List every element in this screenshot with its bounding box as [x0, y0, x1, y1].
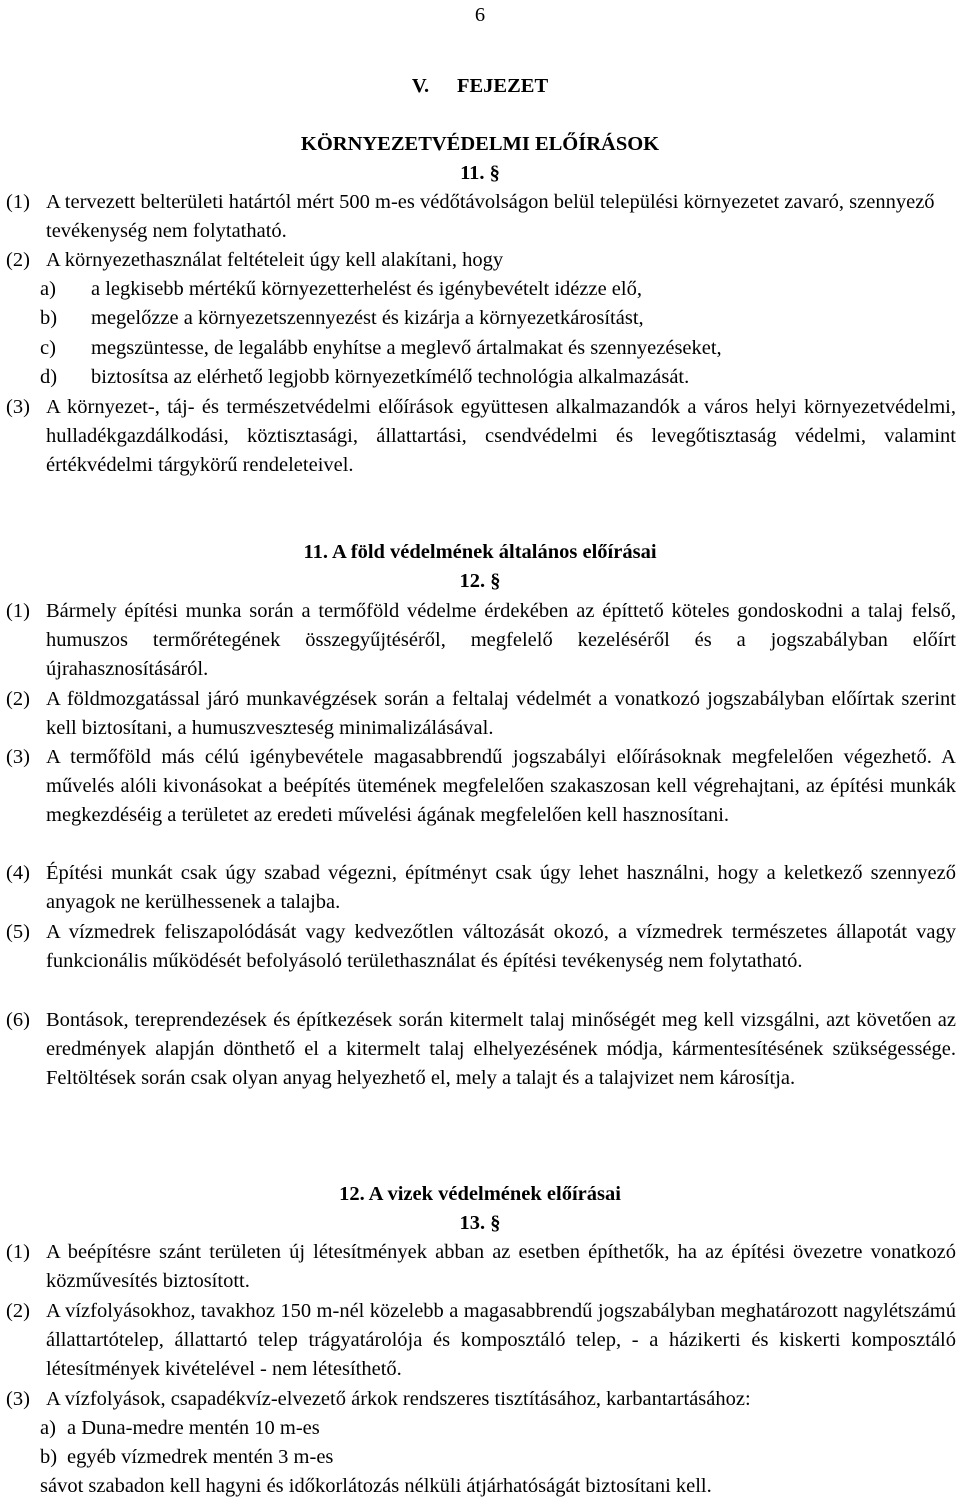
para-number: (2)	[6, 249, 30, 271]
item-label: a)	[40, 278, 56, 300]
para-number: (4)	[6, 862, 30, 884]
list-item	[40, 363, 940, 392]
para-number: (5)	[6, 921, 30, 943]
para-number: (1)	[6, 1241, 30, 1263]
para-number: (3)	[6, 746, 30, 768]
item-text: a Duna-medre mentén 10 m-es	[67, 1417, 320, 1439]
para-text: A termőföld más célú igénybevétele magasabbrendű jogszabályi előírásoknak megfelelően végezhető. A művelés alóli kivonásokat a beépítés ütemének megfelelően szakaszosan kell végrehajtani, az építési munkák megkezdéséig a területet az eredeti művelési ágának megfelelően kell hasznosítani.	[46, 746, 956, 826]
item-text: egyéb vízmedrek mentén 3 m-es	[67, 1446, 334, 1468]
para-number: (3)	[6, 396, 30, 418]
main-heading: KÖRNYEZETVÉDELMI ELŐÍRÁSOK	[300, 133, 660, 155]
chapter-title: FEJEZET	[456, 75, 549, 97]
item-label: b)	[40, 1446, 58, 1468]
s13-para-3	[6, 1385, 956, 1414]
page-number: 6	[474, 4, 486, 26]
para-text: Építési munkát csak úgy szabad végezni, építményt csak úgy lehet használni, hogy a keletkező szennyező anyagok ne kerülhessenek a talajba.	[46, 862, 956, 913]
item-label: c)	[40, 337, 56, 359]
para-text: A földmozgatással járó munkavégzések során a feltalaj védelmét a vonatkozó jogszabályban előírtak szerint kell biztosítani, a humuszveszteség minimalizálásával.	[46, 688, 956, 739]
list-item	[40, 1414, 940, 1443]
heading-11: 11. A föld védelmének általános előírásai	[303, 541, 657, 563]
item-label: d)	[40, 366, 58, 388]
item-text: a legkisebb mértékű környezetterhelést és igénybevételt idézze elő,	[91, 278, 642, 300]
s12-para-2	[6, 685, 956, 743]
s12-para-5	[6, 918, 956, 976]
para-number: (3)	[6, 1388, 30, 1410]
chapter-heading	[0, 72, 960, 101]
s11-para-3	[6, 393, 956, 480]
para-number: (1)	[6, 191, 30, 213]
section-12-number: 12. §	[459, 570, 501, 592]
s12-para-4	[6, 859, 956, 917]
s13-para-2	[6, 1297, 956, 1384]
item-text: megszüntesse, de legalább enyhítse a meglevő ártalmakat és szennyezéseket,	[91, 337, 722, 359]
s11-para-2	[6, 246, 956, 275]
item-label: a)	[40, 1417, 56, 1439]
para-number: (1)	[6, 600, 30, 622]
section-11-number: 11. §	[460, 162, 500, 184]
s13-para-1	[6, 1238, 956, 1296]
para-text: Bármely építési munka során a termőföld védelme érdekében az építtető köteles gondoskodni a talaj felső, humuszos termőrétegének összegyűjtéséről, megfelelő kezeléséről és a jogszabályban előírt újrahasznosításáról.	[46, 600, 956, 680]
section-13-number: 13. §	[459, 1212, 501, 1234]
para-text: A vízfolyások, csapadékvíz-elvezető árkok rendszeres tisztításához, karbantartásához:	[46, 1388, 751, 1410]
para-number: (6)	[6, 1009, 30, 1031]
para-number: (2)	[6, 1300, 30, 1322]
heading-12: 12. A vizek védelmének előírásai	[339, 1183, 621, 1205]
s12-para-1	[6, 597, 956, 684]
chapter-roman: V.	[411, 75, 430, 97]
s12-para-6	[6, 1006, 956, 1093]
para-text: A vízfolyásokhoz, tavakhoz 150 m-nél közelebb a magasabbrendű jogszabályban meghatározott nagylétszámú állattartótelep, állattartó telep trágyatárolója és komposztáló telep, - a házikerti és kiskerti komposztáló létesítmények kivételével - nem létesíthető.	[46, 1300, 956, 1380]
list-item	[40, 275, 940, 304]
para-text: A tervezett belterületi határtól mért 500 m-es védőtávolságon belül települési környezetet zavaró, szennyező tevékenység nem folytatható.	[46, 191, 935, 242]
para-number: (2)	[6, 688, 30, 710]
s11-para-1	[6, 188, 956, 246]
list-item	[40, 304, 940, 333]
item-text: megelőzze a környezetszennyezést és kizárja a környezetkárosítást,	[91, 307, 644, 329]
para-text: A környezethasználat feltételeit úgy kell alakítani, hogy	[46, 249, 504, 271]
para-text: A beépítésre szánt területen új létesítmények abban az esetben építhetők, ha az építési övezetre vonatkozó közművesítés biztosított.	[46, 1241, 956, 1292]
s12-para-3	[6, 743, 956, 830]
item-text: biztosítsa az elérhető legjobb környezetkímélő technológia alkalmazását.	[91, 366, 690, 388]
list-item	[40, 1443, 940, 1472]
para-text: A környezet-, táj- és természetvédelmi előírások együttesen alkalmazandók a város helyi környezetvédelmi, hulladékgazdálkodási, köztisztasági, állattartási, csendvédelmi és levegőtisztaság védelmi, valamint értékvédelmi tárgykörű rendeleteivel.	[46, 396, 956, 476]
para-text: Bontások, tereprendezések és építkezések során kitermelt talaj minőségét meg kell vizsgálni, azt követően az eredmények alapján dönthető el a kitermelt talaj elhelyezésének módja, kármentesítésének szükségessége. Feltöltések során csak olyan anyag helyezhető el, mely a talajt és a talajvizet nem károsítja.	[46, 1009, 956, 1089]
item-label: b)	[40, 307, 58, 329]
list-item	[40, 334, 940, 363]
closing-line: sávot szabadon kell hagyni és időkorlátozás nélküli átjárhatóságát biztosítani kell.	[40, 1475, 712, 1497]
para-text: A vízmedrek feliszapolódását vagy kedvezőtlen változását okozó, a vízmedrek természetes állapotát vagy funkcionális működését befolyásoló területhasználat és építési tevékenység nem folytatható.	[46, 921, 956, 972]
